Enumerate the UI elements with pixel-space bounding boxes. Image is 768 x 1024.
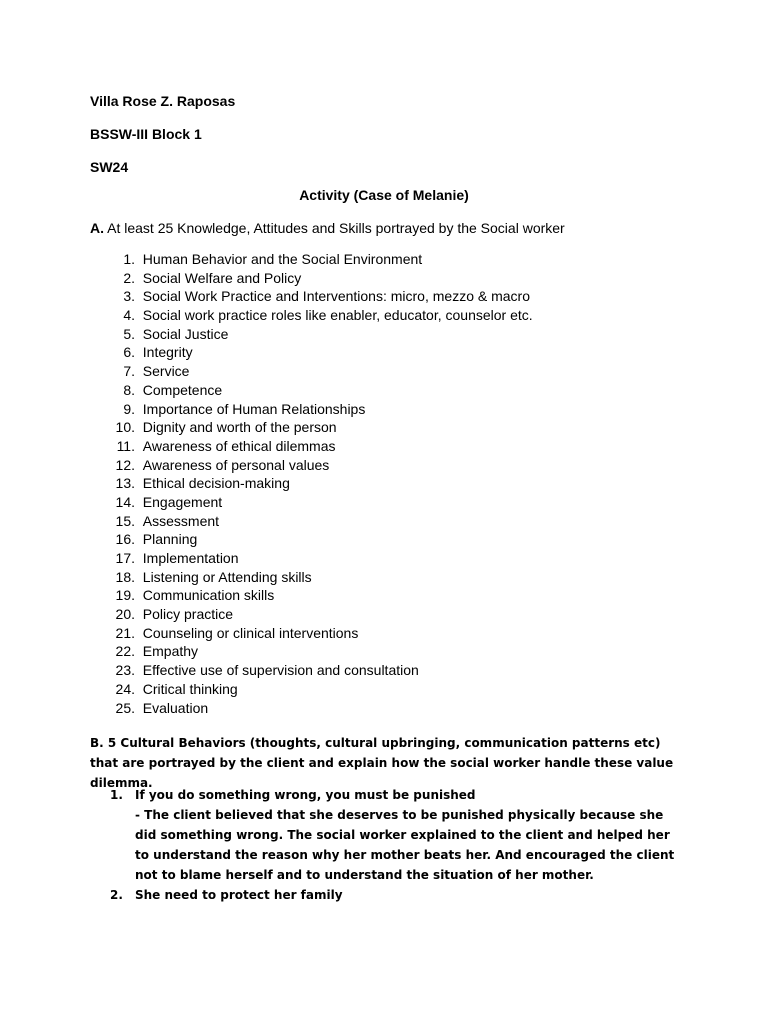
list-item-number: 9. bbox=[123, 400, 135, 417]
list-item-number: 15. bbox=[115, 512, 135, 529]
list-item bbox=[90, 325, 533, 344]
list-item-text: Evaluation bbox=[142, 699, 209, 716]
list-item bbox=[90, 680, 533, 699]
list-item bbox=[90, 549, 533, 568]
list-item-text: Integrity bbox=[142, 344, 193, 361]
list-item-number: 7. bbox=[123, 363, 135, 380]
behavior-number: 2. bbox=[110, 888, 123, 902]
section-a-text: At least 25 Knowledge, Attitudes and Skills portrayed by the Social worker bbox=[107, 220, 565, 236]
list-item bbox=[90, 493, 533, 512]
list-item-number: 13. bbox=[115, 475, 135, 492]
section-a-heading bbox=[90, 219, 565, 237]
list-item-text: Policy practice bbox=[142, 606, 234, 623]
list-item-text: Social Work Practice and Interventions: micro, mezzo & macro bbox=[142, 288, 530, 305]
list-item bbox=[90, 362, 533, 381]
list-item-number: 19. bbox=[115, 587, 135, 604]
list-item-text: Competence bbox=[142, 381, 223, 398]
behavior-title: She need to protect her family bbox=[135, 888, 343, 902]
list-item-number: 25. bbox=[115, 699, 135, 716]
list-item-text: Dignity and worth of the person bbox=[142, 419, 337, 436]
list-item-text: Social Justice bbox=[142, 325, 229, 342]
list-item-number: 17. bbox=[115, 550, 135, 566]
list-item bbox=[90, 586, 533, 605]
list-item bbox=[90, 512, 533, 531]
list-item-number: 18. bbox=[115, 568, 135, 585]
list-item-number: 20. bbox=[115, 606, 135, 623]
list-item-number: 22. bbox=[115, 643, 135, 660]
cultural-behavior-list bbox=[90, 785, 690, 905]
list-item bbox=[90, 456, 533, 475]
author-name: Villa Rose Z. Raposas bbox=[90, 93, 236, 109]
activity-title: Activity (Case of Melanie) bbox=[299, 187, 469, 203]
list-item bbox=[90, 400, 533, 419]
list-item-number: 1. bbox=[123, 251, 135, 267]
list-item-text: Social Welfare and Policy bbox=[142, 269, 302, 286]
list-item bbox=[90, 306, 533, 325]
list-item bbox=[90, 530, 533, 549]
cultural-behavior-item bbox=[90, 885, 690, 905]
list-item-text: Communication skills bbox=[142, 587, 275, 604]
list-item-text: Engagement bbox=[142, 493, 223, 510]
list-item-text: Social work practice roles like enabler, educator, counselor etc. bbox=[142, 307, 533, 324]
section-a-label: A. bbox=[90, 220, 104, 236]
list-item-number: 16. bbox=[115, 531, 135, 548]
list-item-number: 11. bbox=[116, 437, 135, 454]
list-item-number: 21. bbox=[115, 624, 135, 641]
list-item-text: Awareness of personal values bbox=[142, 456, 330, 473]
list-item-text: Assessment bbox=[142, 512, 220, 529]
list-item-number: 8. bbox=[123, 381, 135, 398]
behavior-explanation: - The client believed that she deserves to be punished physically because she did something wrong. The social worker explained to the client and helped her to understand the reason why her mother beats her. And encouraged the client not to blame herself and to understand the situation of her mother. bbox=[135, 808, 675, 882]
list-item-number: 4. bbox=[123, 307, 135, 324]
list-item bbox=[90, 661, 533, 680]
list-item bbox=[90, 269, 533, 288]
list-item-text: Service bbox=[142, 363, 190, 380]
list-item-number: 10. bbox=[115, 419, 135, 436]
list-item-number: 5. bbox=[123, 325, 135, 342]
list-item bbox=[90, 642, 533, 661]
section-b-heading: B. 5 Cultural Behaviors (thoughts, cultural upbringing, communication patterns etc) that are portrayed by the client and explain how the social worker handle these value dilemma. bbox=[90, 736, 674, 790]
list-item-text: Implementation bbox=[142, 550, 239, 566]
list-item bbox=[90, 624, 533, 643]
list-item bbox=[90, 343, 533, 362]
list-item bbox=[90, 568, 533, 587]
list-item-text: Planning bbox=[142, 531, 198, 548]
list-item-text: Listening or Attending skills bbox=[142, 568, 312, 585]
ksa-list bbox=[90, 250, 533, 717]
list-item bbox=[90, 381, 533, 400]
list-item-text: Critical thinking bbox=[142, 680, 238, 697]
behavior-number: 1. bbox=[110, 788, 123, 802]
list-item-number: 6. bbox=[123, 344, 135, 361]
list-item bbox=[90, 474, 533, 493]
list-item bbox=[90, 250, 533, 269]
list-item-text: Empathy bbox=[142, 643, 199, 660]
list-item-number: 14. bbox=[115, 493, 135, 510]
list-item bbox=[90, 605, 533, 624]
list-item-number: 3. bbox=[123, 288, 135, 305]
list-item bbox=[90, 287, 533, 306]
subject-code: SW24 bbox=[90, 159, 129, 175]
cultural-behavior-item bbox=[90, 785, 690, 885]
list-item bbox=[90, 437, 533, 456]
list-item-number: 12. bbox=[115, 456, 135, 473]
list-item-text: Effective use of supervision and consultation bbox=[142, 662, 419, 679]
list-item bbox=[90, 418, 533, 437]
list-item-number: 2. bbox=[123, 269, 135, 286]
list-item-text: Counseling or clinical interventions bbox=[142, 624, 359, 641]
list-item bbox=[90, 699, 533, 718]
list-item-text: Importance of Human Relationships bbox=[142, 400, 366, 417]
list-item-text: Human Behavior and the Social Environment bbox=[142, 251, 423, 267]
list-item-number: 23. bbox=[115, 662, 135, 679]
list-item-text: Awareness of ethical dilemmas bbox=[142, 437, 336, 454]
list-item-text: Ethical decision-making bbox=[142, 475, 290, 492]
course-block: BSSW-III Block 1 bbox=[90, 126, 202, 142]
behavior-title: If you do something wrong, you must be punished bbox=[135, 788, 476, 802]
list-item-number: 24. bbox=[115, 680, 135, 697]
